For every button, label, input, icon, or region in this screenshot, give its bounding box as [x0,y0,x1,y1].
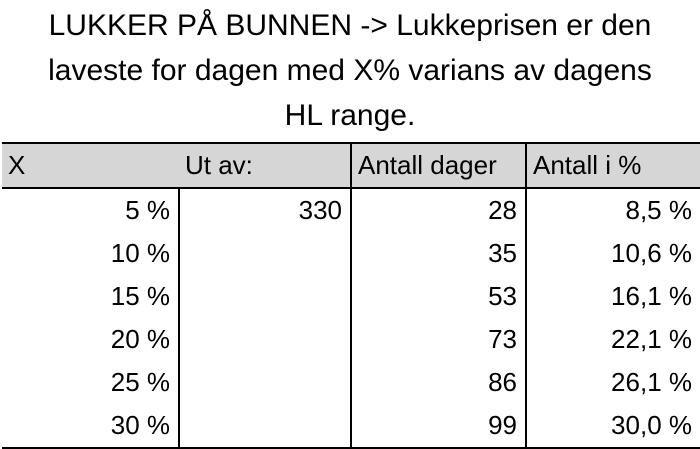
table-row [2,318,700,361]
cell-x: 30 % [2,404,179,448]
table-row [2,404,700,448]
cell-ut-av [179,318,351,361]
cell-x: 10 % [110,238,170,268]
cell-antall-dager: 86 [351,361,526,404]
cell-antall-dager: 28 [351,188,526,232]
cell-ut-av [179,232,351,275]
cell-antall-dager: 53 [351,275,526,318]
title-line-2: laveste for dagen med X% varians av dagens [48,54,652,87]
table-header-row [2,143,700,188]
cell-x: 25 % [110,367,170,397]
title-line-1: LUKKER PÅ BUNNEN -> Lukkeprisen er den [48,9,652,42]
column-header-x: X [2,143,179,188]
cell-antall-prosent: 10,6 % [526,232,700,275]
table-row [2,275,700,318]
cell-ut-av [179,404,351,448]
cell-antall-dager: 35 [351,232,526,275]
cell-antall-prosent: 26,1 % [526,361,700,404]
cell-antall-prosent: 22,1 % [526,318,700,361]
results-table [2,142,700,449]
column-header-antall-prosent: Antall i % [526,143,700,188]
column-header-ut-av: Ut av: [179,143,351,188]
title-line-3: HL range. [284,99,416,132]
cell-ut-av [179,275,351,318]
page-title [0,0,700,140]
table-row [2,232,700,275]
table-row [2,361,700,404]
cell-antall-dager: 73 [351,318,526,361]
cell-antall-prosent: 16,1 % [526,275,700,318]
cell-x: 20 % [110,324,170,354]
cell-ut-av: 330 [179,188,351,232]
cell-antall-prosent: 30,0 % [526,404,700,448]
cell-antall-dager: 99 [351,404,526,448]
cell-x: 5 % [125,195,170,225]
cell-ut-av [179,361,351,404]
table-row [2,188,700,232]
cell-x: 15 % [110,281,170,311]
column-header-antall-dager: Antall dager [351,143,526,188]
cell-antall-prosent: 8,5 % [526,188,700,232]
